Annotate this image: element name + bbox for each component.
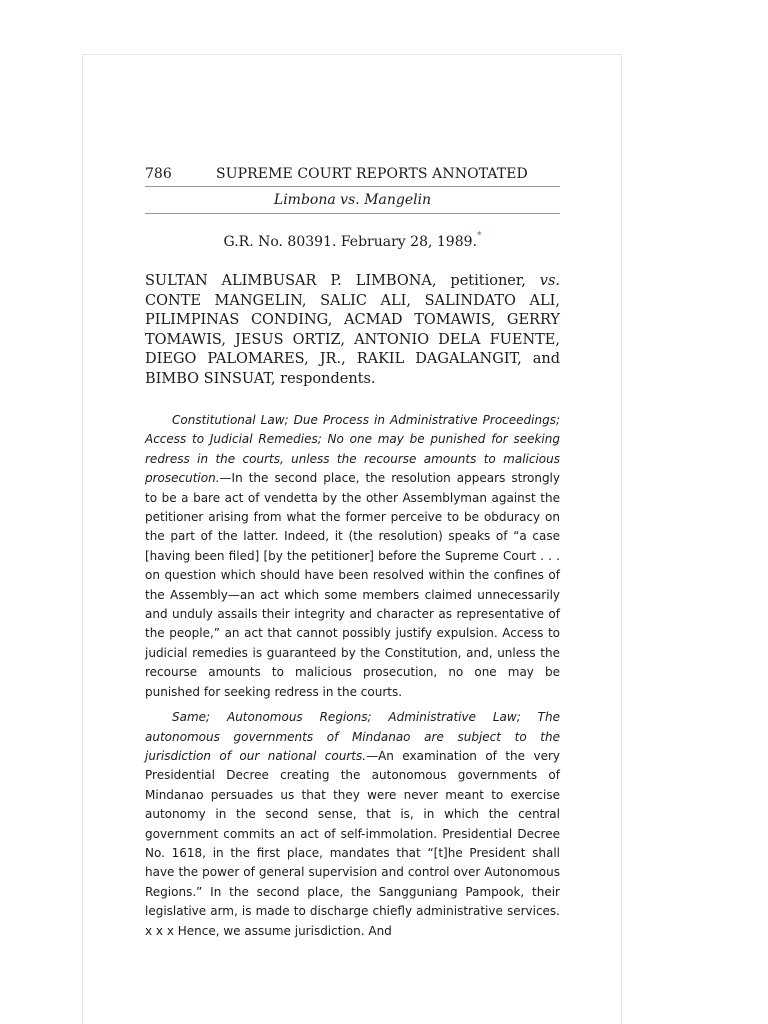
parties-block xyxy=(145,272,560,389)
petitioner-role: petitioner, xyxy=(436,273,540,289)
and-conjunction: and xyxy=(521,351,561,367)
running-head-title: SUPREME COURT REPORTS ANNOTATED xyxy=(216,166,528,182)
versus-label: vs. xyxy=(539,273,560,289)
syllabus-paragraph xyxy=(145,708,560,941)
page-number: 786 xyxy=(145,166,172,182)
footnote-marker-link[interactable]: * xyxy=(476,231,482,241)
last-respondent-name: BIMBO SINSUAT, xyxy=(145,370,276,387)
gr-number-line xyxy=(145,231,560,250)
syllabus-paragraph xyxy=(145,411,560,702)
running-header xyxy=(145,162,560,187)
case-short-title: Limbona vs. Mangelin xyxy=(145,187,560,214)
syllabus-topic: Same; Autonomous Regions; Administrative Law; The autonomous governments of Mindanao are subject to the jurisdiction of our national courts. xyxy=(145,710,560,763)
syllabus-body: —In the second place, the resolution appears strongly to be a bare act of vendetta by the other Assemblyman against the petitioner arising from what the former perceive to be obduracy on the part of the latter. Indeed, it (the resolution) speaks of “a case [having been filed] [by the petitioner] before the Supreme Court . . . on question which should have been resolved within the confines of the Assembly—an act which some members claimed unnecessarily and unduly assails their integrity and character as representative of the people,” an act that cannot possibly justify expulsion. Access to judicial remedies is guaranteed by the Constitution, and, unless the recourse amounts to malicious prosecution, no one may be punished for seeking redress in the courts. xyxy=(145,471,560,699)
petitioner-name: SULTAN ALIMBUSAR P. LIMBONA, xyxy=(145,273,437,289)
page-content xyxy=(145,162,560,947)
syllabus xyxy=(145,411,560,941)
syllabus-body: —An examination of the very Presidential Decree creating the autonomous governments of Mindanao persuades us that they were never meant to exercise autonomy in the second sense, that is, in which the central government commits an act of self-immolation. Presidential Decree No. 1618, in the first place, mandates that “[t]he President shall have the power of general supervision and control over Autonomous Regions.” In the second place, the Sangguniang Pampook, their legislative arm, is made to discharge chiefly administrative services. x x x Hence, we assume jurisdiction. And xyxy=(145,748,560,938)
syllabus-topic: Constitutional Law; Due Process in Administrative Proceedings; Access to Judicial Remedies; No one may be punished for seeking redress in the courts, unless the recourse amounts to malicious prosecution. xyxy=(145,413,560,486)
respondents-role: respondents. xyxy=(275,370,376,387)
respondent-names: CONTE MANGELIN, SALIC ALI, SALINDATO ALI, PILIMPINAS CONDING, ACMAD TOMAWIS, GERRY TOMAWIS, JESUS ORTIZ, ANTONIO DELA FUENTE, DIEGO PALOMARES, JR., RAKIL DAGALANGIT, xyxy=(145,292,560,367)
gr-number: G.R. No. 80391. February 28, 1989. xyxy=(223,234,477,250)
